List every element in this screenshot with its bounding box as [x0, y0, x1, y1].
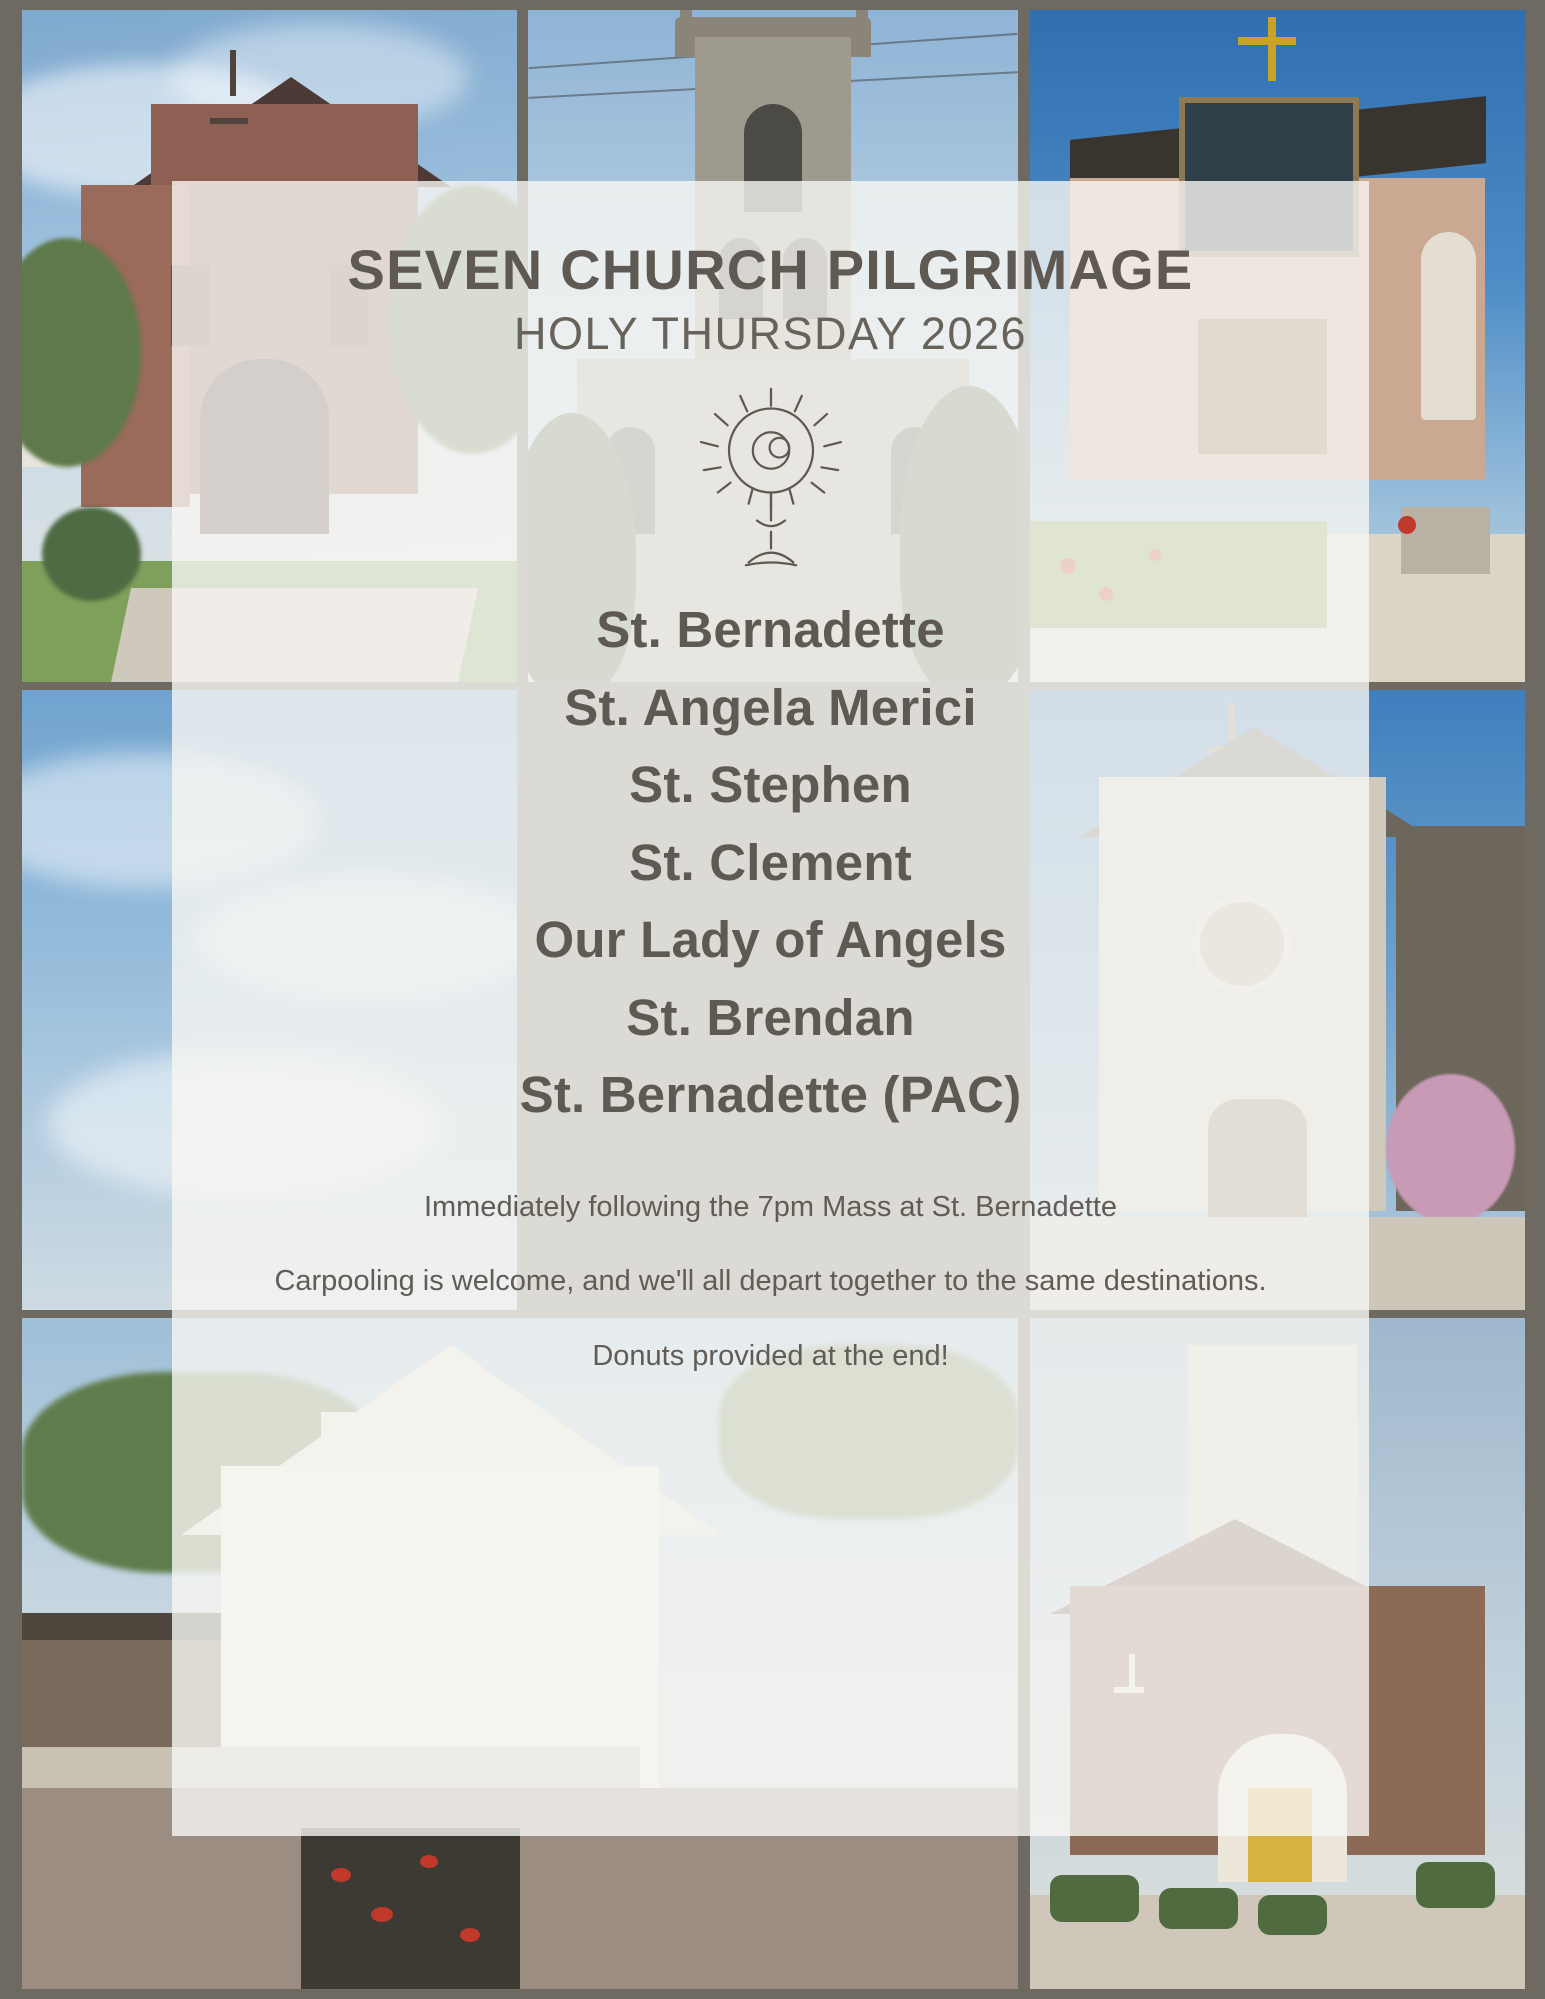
note-carpooling: Carpooling is welcome, and we'll all depart together to the same destinations.	[274, 1265, 1267, 1298]
list-item: St. Brendan	[626, 988, 915, 1046]
monstrance-icon	[687, 386, 855, 571]
list-item: St. Bernadette (PAC)	[519, 1066, 1022, 1124]
content-panel	[172, 181, 1369, 1836]
page-subtitle: HOLY THURSDAY 2026	[513, 308, 1028, 360]
note-start-time: Immediately following the 7pm Mass at St. Bernadette	[423, 1190, 1118, 1223]
list-item: Our Lady of Angels	[534, 911, 1007, 969]
list-item: St. Stephen	[629, 756, 912, 814]
church-list	[212, 591, 1329, 1134]
list-item: St. Clement	[629, 833, 912, 891]
note-donuts: Donuts provided at the end!	[592, 1339, 949, 1372]
page-title: SEVEN CHURCH PILGRIMAGE	[347, 238, 1194, 301]
list-item: St. Bernadette	[596, 601, 945, 659]
notes-section	[212, 1188, 1329, 1375]
list-item: St. Angela Merici	[564, 678, 977, 736]
